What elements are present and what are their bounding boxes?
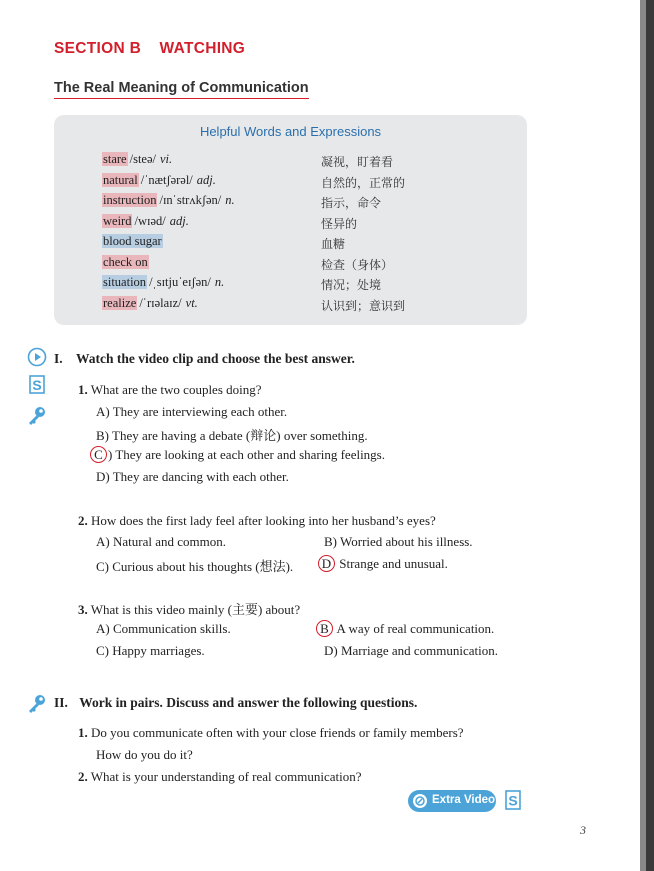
word-translation: 情况；处境 (321, 278, 382, 292)
extra-video-label: Extra Video (432, 794, 496, 806)
question-number: 2. (78, 513, 88, 528)
question-3 (78, 599, 300, 618)
word-part-of-speech: vi. (160, 152, 173, 166)
word-phonetic: /wɪəd/ (134, 213, 166, 228)
question-number: 3. (78, 602, 88, 617)
part-2-number: II. (54, 695, 68, 710)
word-term: blood sugar (103, 234, 162, 248)
lesson-title: The Real Meaning of Communication (54, 80, 309, 99)
part-1-number: I. (54, 351, 63, 366)
word-translation: 检查（身体） (321, 257, 394, 272)
q1-option-d[interactable]: D) They are dancing with each other. (96, 469, 289, 484)
part-1-heading (54, 351, 355, 367)
helpful-words-title: Helpful Words and Expressions (199, 124, 382, 139)
word-part-of-speech: n. (225, 193, 235, 207)
word-translation: 怪异的 (321, 216, 358, 231)
question-text: What is your understanding of real communication? (90, 769, 362, 784)
question-2 (78, 513, 436, 529)
q1-option-a[interactable]: A) They are interviewing each other. (96, 404, 288, 419)
word-term: situation (103, 275, 147, 289)
word-translation: 血糖 (321, 237, 346, 251)
question-text: Do you communicate often with your close friends or family members? (91, 725, 464, 740)
page-edge (646, 0, 654, 871)
word-phonetic: /steə/ (129, 152, 156, 166)
link-icon (412, 793, 428, 809)
part-2-instruction: Work in pairs. Discuss and answer the following questions. (79, 695, 418, 710)
word-entry (102, 152, 172, 170)
option-text: Strange and unusual. (336, 556, 448, 571)
page-number: 3 (580, 823, 586, 837)
question-text: What are the two couples doing? (90, 382, 262, 397)
q1-option-b[interactable]: B) They are having a debate (辩论) over something. (96, 428, 368, 443)
question-1 (78, 382, 262, 398)
q3-option-d[interactable]: D) Marriage and communication. (324, 643, 498, 658)
svg-text:S: S (32, 377, 42, 393)
word-phonetic: /ɪnˈstrʌkʃən/ (159, 193, 222, 207)
word-term: natural (103, 172, 138, 187)
word-entry (102, 193, 235, 211)
word-entry (102, 275, 224, 293)
q2-option-c[interactable]: C) Curious about his thoughts (想法). (96, 559, 294, 574)
q3-option-c[interactable]: C) Happy marriages. (96, 643, 205, 658)
question-text: How does the first lady feel after looking into her husband’s eyes? (91, 513, 436, 528)
part-2-heading (54, 695, 417, 711)
word-entry (102, 255, 149, 273)
word-term: check on (103, 254, 148, 269)
q3-option-a[interactable]: A) Communication skills. (96, 621, 231, 636)
answer-circle: C (90, 446, 107, 463)
question-number: 1. (78, 382, 88, 397)
q2-option-d[interactable] (321, 555, 448, 572)
question-number: 2. (78, 769, 88, 784)
question-text: What is this video mainly (主要) about? (90, 602, 301, 617)
word-part-of-speech: n. (214, 275, 225, 289)
word-term: weird (103, 213, 132, 228)
word-term: instruction (103, 193, 157, 207)
word-phonetic: /ˈnætʃərəl/ (140, 172, 193, 187)
word-translation: 指示，命令 (321, 196, 382, 210)
word-part-of-speech: adj. (169, 213, 189, 228)
word-translation: 认识到；意识到 (321, 298, 406, 313)
word-term: realize (103, 295, 137, 310)
option-text: ) They are looking at each other and sharing feelings. (108, 447, 385, 462)
discussion-question-1-cont: How do you do it? (96, 747, 193, 762)
discussion-key-icon[interactable] (26, 693, 48, 715)
part-1-instruction: Watch the video clip and choose the best answer. (76, 351, 355, 366)
word-part-of-speech: vt. (185, 295, 198, 310)
q2-option-b[interactable]: B) Worried about his illness. (324, 534, 473, 549)
word-phonetic: /ˈrɪəlaɪz/ (139, 295, 182, 310)
play-video-icon[interactable] (27, 347, 47, 367)
word-entry (102, 214, 189, 232)
answer-key-icon[interactable] (26, 405, 48, 427)
helpful-words-box (54, 115, 527, 325)
word-term: stare (103, 152, 127, 166)
discussion-question-2 (78, 769, 362, 785)
section-title: SECTION B WATCHING (54, 40, 246, 57)
extra-video-script-icon[interactable] (505, 790, 522, 811)
word-part-of-speech: adj. (196, 172, 216, 187)
question-number: 1. (78, 725, 88, 740)
q1-option-c[interactable] (93, 446, 385, 463)
word-entry (102, 234, 163, 252)
discussion-question-1 (78, 725, 464, 741)
word-phonetic: /ˌsɪtjuˈeɪʃən/ (149, 275, 211, 289)
word-entry (102, 296, 198, 314)
q2-option-a[interactable]: A) Natural and common. (96, 534, 226, 549)
word-translation: 凝视，盯着看 (321, 155, 394, 169)
word-entry (102, 173, 216, 191)
script-icon[interactable] (29, 375, 46, 395)
option-text: A way of real communication. (334, 621, 495, 636)
word-translation: 自然的，正常的 (321, 175, 406, 190)
answer-circle: D (318, 555, 335, 572)
answer-circle: B (316, 620, 333, 637)
svg-text:S: S (508, 792, 518, 809)
extra-video-button[interactable] (408, 790, 496, 812)
q3-option-b[interactable] (319, 620, 494, 637)
